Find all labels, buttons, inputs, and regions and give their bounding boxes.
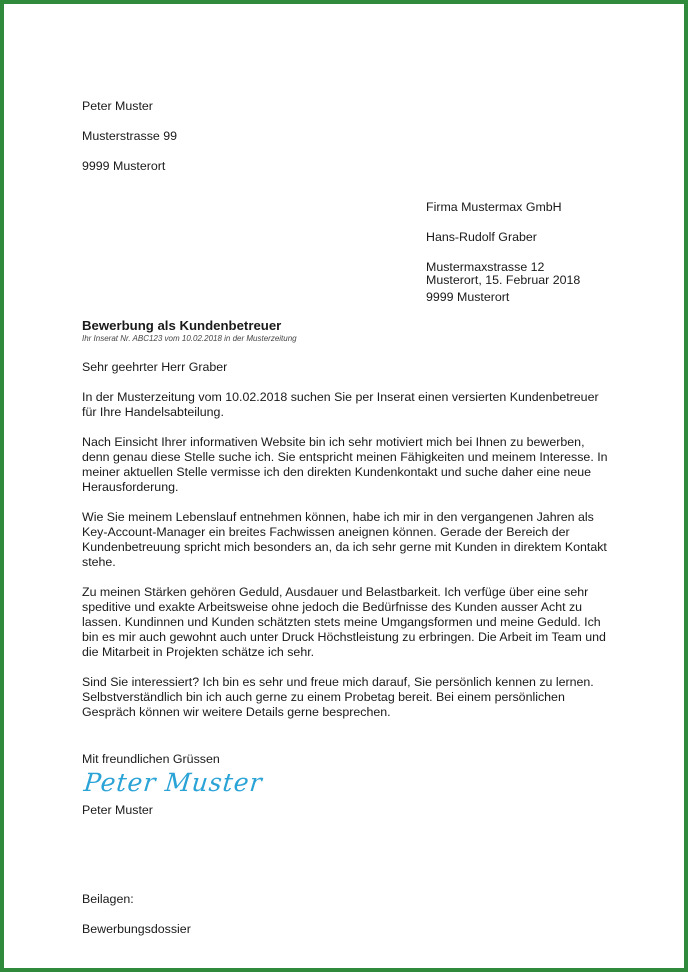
enclosures	[82, 877, 191, 952]
letter-page	[4, 4, 684, 968]
recipient-person: Hans-Rudolf Graber	[426, 230, 537, 244]
closing-phrase: Mit freundlichen Grüssen	[82, 752, 220, 766]
recipient-company: Firma Mustermax GmbH	[426, 200, 562, 214]
salutation: Sehr geehrter Herr Graber	[82, 360, 228, 374]
enclosure-item: Bewerbungsdossier	[82, 922, 191, 936]
recipient-city: 9999 Musterort	[426, 290, 510, 304]
body-paragraph: In der Musterzeitung vom 10.02.2018 suchen Sie per Inserat einen versierten Kundenbetreuer für Ihre Handelsabteilung.	[82, 390, 599, 419]
reference-line: Ihr Inserat Nr. ABC123 vom 10.02.2018 in der Musterzeitung	[82, 334, 297, 343]
sender-name: Peter Muster	[82, 99, 153, 113]
recipient-address	[426, 185, 562, 320]
recipient-street: Mustermaxstrasse 12	[426, 260, 545, 274]
body-paragraph: Zu meinen Stärken gehören Geduld, Ausdauer und Belastbarkeit. Ich verfüge über eine sehr speditive und exakte Arbeitsweise ohne jedoch die Bedürfnisse des Kunden ausser Acht zu lassen. Kundinnen und Kunden schätzten stets meine Umgangsformen und meine Geduld. Ich bin es mir auch gewohnt auch unter Druck Höchstleistung zu erbringen. Die Arbeit im Team und die Mitarbeit in Projekten schätze ich sehr.	[82, 585, 606, 659]
letter-body	[82, 390, 612, 735]
sender-street: Musterstrasse 99	[82, 129, 178, 143]
printed-name: Peter Muster	[82, 803, 153, 817]
body-paragraph: Nach Einsicht Ihrer informativen Website bin ich sehr motiviert mich bei Ihnen zu bewerben, denn genau diese Stelle suche ich. Sie entspricht meinen Fähigkeiten und meinem Interesse. In meiner aktuellen Stelle vermisse ich den direkten Kundenkontakt und suche daher eine neue Herausforderung.	[82, 435, 608, 494]
subject-block	[82, 318, 622, 344]
body-paragraph: Sind Sie interessiert? Ich bin es sehr und freue mich darauf, Sie persönlich kennen zu lernen. Selbstverständlich bin ich auch gerne zu einem Probetag bereit. Bei einem persönlichen Gespräch können wir weitere Details gerne besprechen.	[82, 675, 594, 719]
handwritten-signature: Peter Muster	[82, 768, 265, 797]
letter-date: Musterort, 15. Februar 2018	[426, 273, 581, 287]
sender-city: 9999 Musterort	[82, 159, 166, 173]
enclosures-label: Beilagen:	[82, 892, 134, 906]
sender-address	[82, 84, 177, 189]
subject-line: Bewerbung als Kundenbetreuer	[82, 318, 282, 333]
body-paragraph: Wie Sie meinem Lebenslauf entnehmen können, habe ich mir in den vergangenen Jahren als Key-Account-Manager ein breites Fachwissen aneignen können. Gerade der Bereich der Kundenbetreuung spricht mich besonders an, da ich sehr gerne mit Kunden in direktem Kontakt stehe.	[82, 510, 607, 569]
